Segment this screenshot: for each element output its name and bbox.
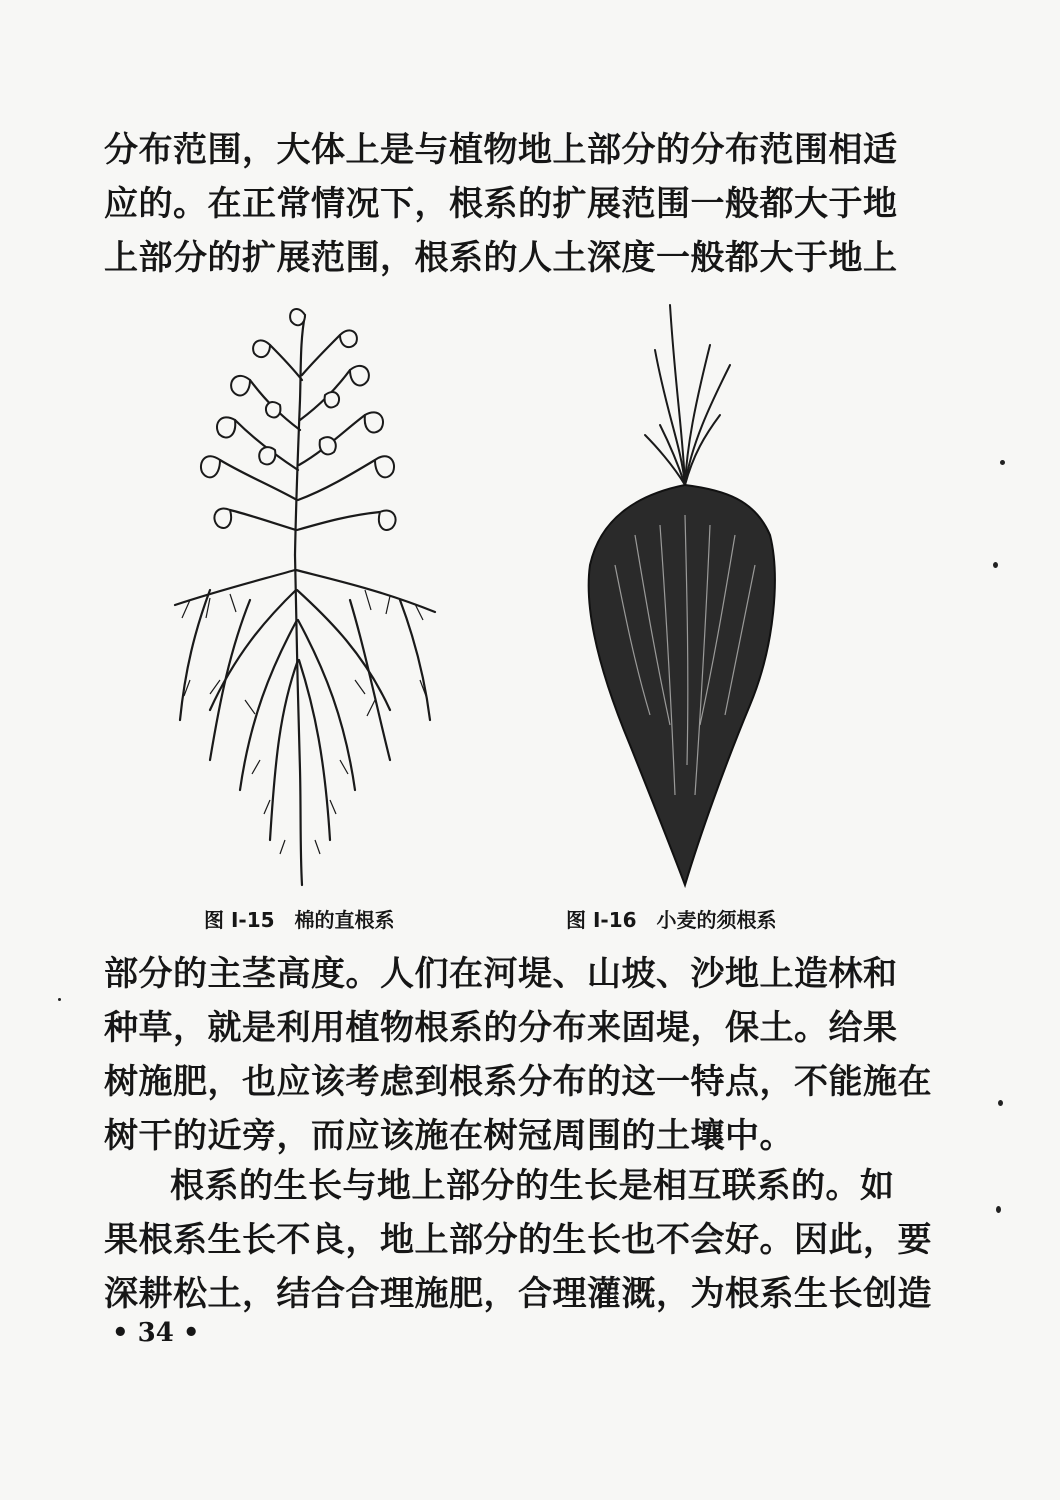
scan-speck (998, 1100, 1003, 1106)
text-line-1: 分布范围，大体上是与植物地上部分的分布范围相适 (104, 130, 898, 170)
text-line-6: 树施肥，也应该考虑到根系分布的这一特点，不能施在 (104, 1062, 932, 1102)
scan-speck (1000, 460, 1005, 465)
text-line-5: 种草，就是利用植物根系的分布来固堤，保土。给果 (104, 1008, 898, 1048)
scan-speck (993, 562, 998, 568)
text-line-8: 根系的生长与地上部分的生长是相互联系的。如 (170, 1166, 895, 1206)
text-line-2: 应的。在正常情况下，根系的扩展范围一般都大于地 (104, 184, 898, 224)
cotton-taproot-illustration (150, 300, 470, 890)
text-line-9: 果根系生长不良，地上部分的生长也不会好。因此，要 (104, 1220, 932, 1260)
text-line-3: 上部分的扩展范围，根系的人土深度一般都大于地上 (104, 238, 898, 278)
text-line-10: 深耕松土，结合合理施肥，合理灌溉，为根系生长创造 (104, 1274, 932, 1314)
scan-speck (996, 1206, 1001, 1213)
figure-caption-right: 图 I-16 小麦的须根系 (566, 908, 777, 932)
scan-speck (58, 998, 61, 1001)
text-line-7: 树干的近旁，而应该施在树冠周围的土壤中。 (104, 1116, 794, 1156)
wheat-fibrous-root-illustration (575, 295, 790, 895)
text-line-4: 部分的主茎高度。人们在河堤、山坡、沙地上造林和 (104, 954, 898, 994)
figure-caption-left: 图 I-15 棉的直根系 (204, 908, 395, 932)
page-number: • 34 • (112, 1318, 200, 1348)
